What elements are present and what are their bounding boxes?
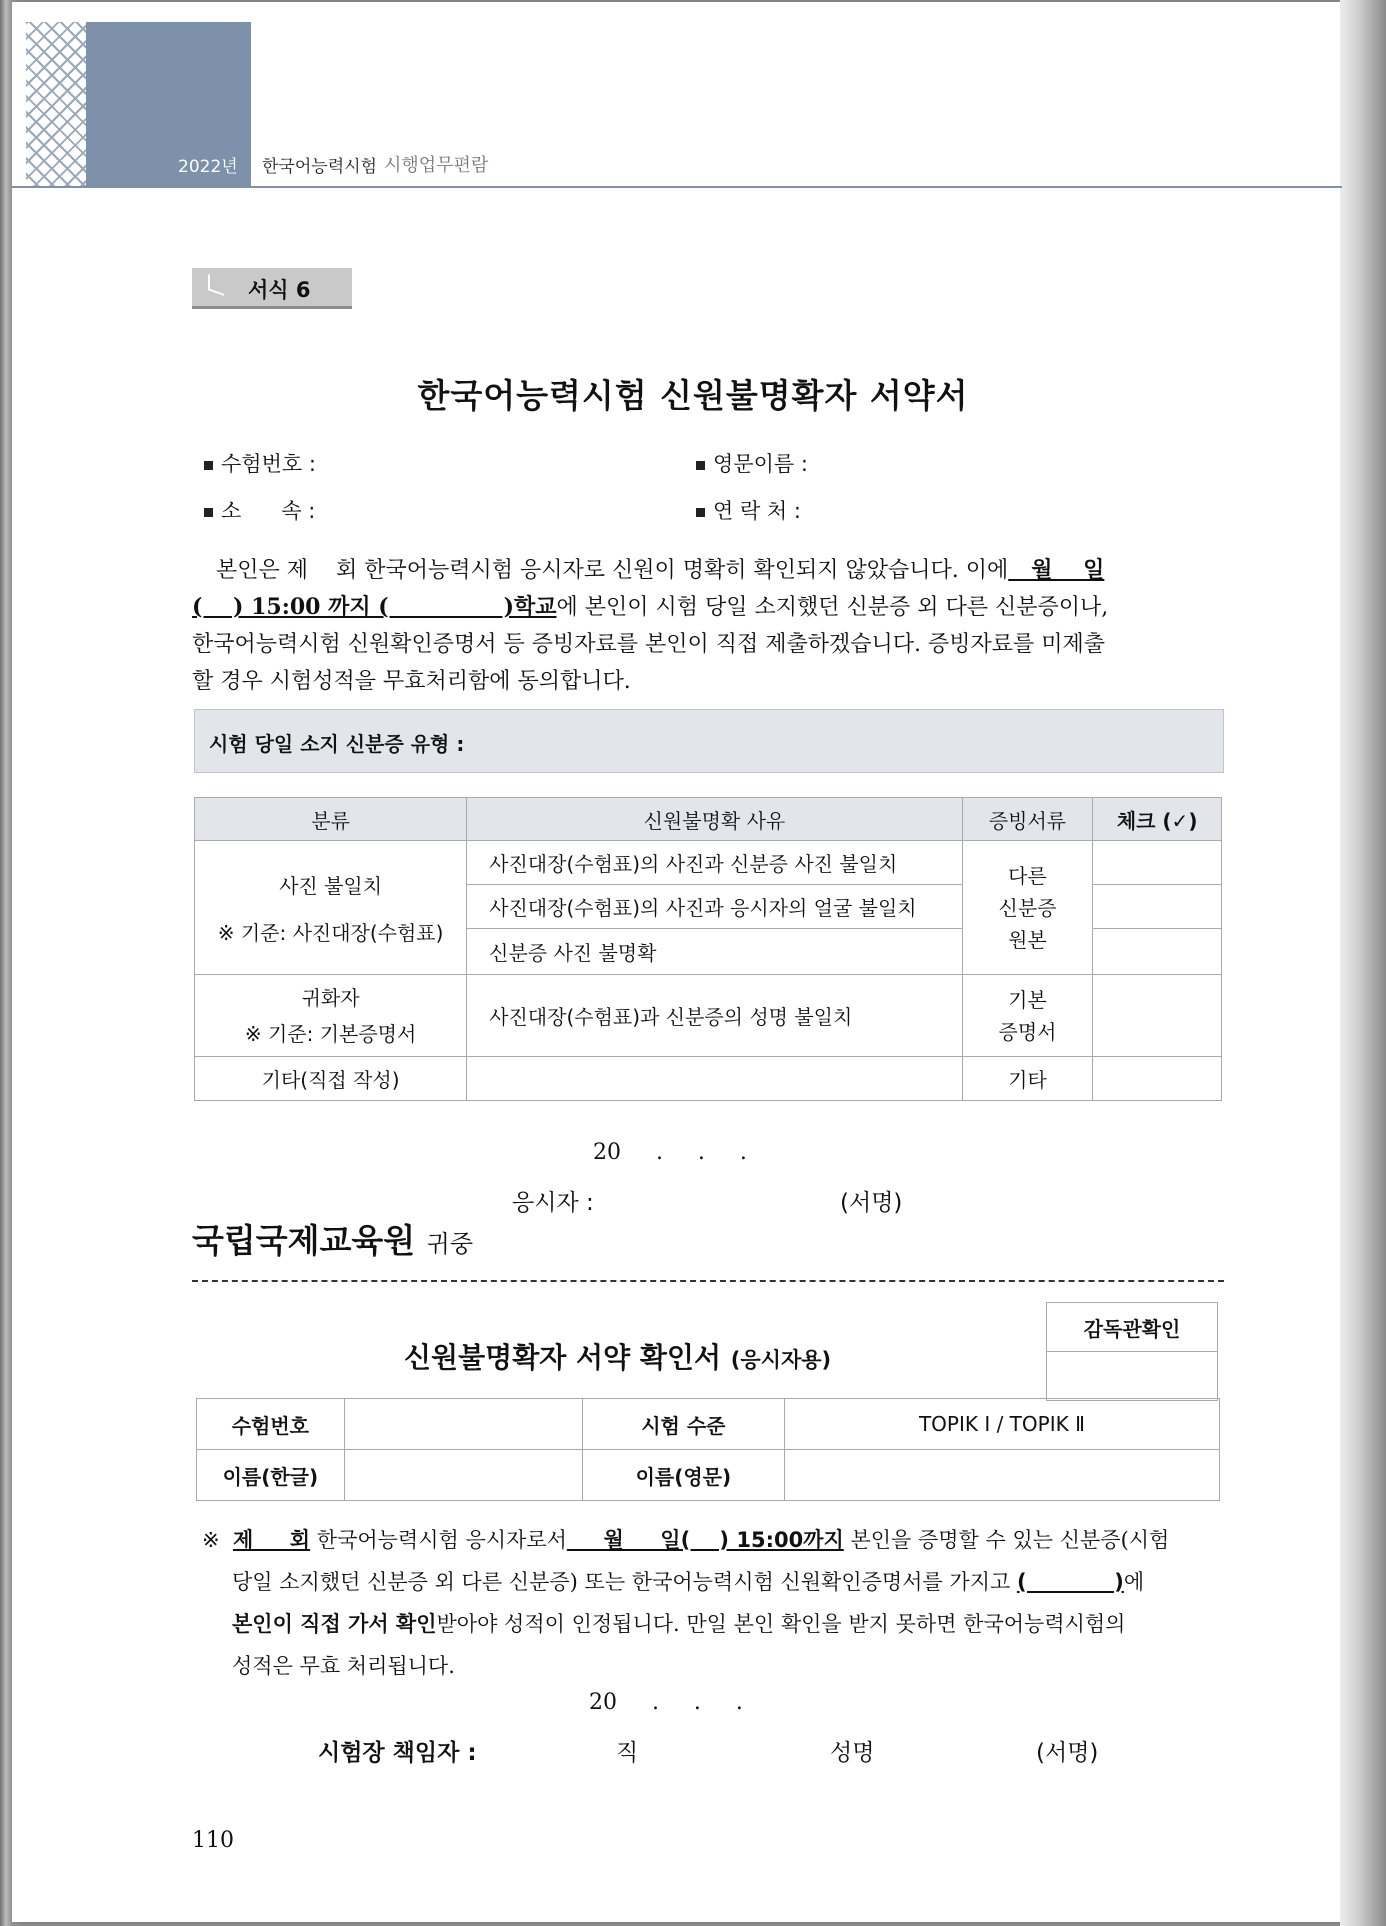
- confirm-title: [404, 1336, 831, 1376]
- notice-line-1: [202, 1520, 1224, 1560]
- naturalized-reason: 사진대장(수험표)과 신분증의 성명 불일치: [467, 975, 963, 1057]
- director-signature: (서명): [1036, 1740, 1099, 1766]
- level-header: 시험 수준: [582, 1399, 784, 1450]
- header-subtitle: 시행업무편람: [384, 155, 489, 176]
- check-cell[interactable]: [1093, 975, 1222, 1057]
- notice-text: 받아야 성적이 인정됩니다. 만일 본인 확인을 받지 못하면 한국어능력시험의: [436, 1612, 1126, 1636]
- level-value: TOPIK Ⅰ / TOPIK Ⅱ: [784, 1399, 1219, 1450]
- confirm-title-text: 신원불명확자 서약 확인서: [404, 1341, 722, 1374]
- photo-reason-1: 사진대장(수험표)의 사진과 신분증 사진 불일치: [467, 841, 963, 885]
- bullet-square-icon: [696, 461, 705, 470]
- pledge-line-1: [192, 552, 1224, 589]
- photo-category: 사진 불일치: [279, 873, 383, 898]
- applicant-label: 응시자 :: [512, 1190, 594, 1216]
- table-header-row: [195, 798, 1222, 841]
- other-reason-cell[interactable]: [467, 1057, 963, 1101]
- pledge-text: 에 본인이 시험 당일 소지했던 신분증 외 다른 신분증이나,: [556, 595, 1109, 620]
- check-cell[interactable]: [1093, 929, 1222, 975]
- table-row: [195, 975, 1222, 1057]
- deadline-date-blank: 월 일: [1008, 557, 1105, 583]
- deadline-blank: 월 일( ) 15:00까지: [566, 1528, 844, 1552]
- exam-number-label: 수험번호 :: [221, 452, 316, 476]
- pledge-text: 본인은 제 회 한국어능력시험 응시자로 신원이 명확히 확인되지 않았습니다. 이에: [216, 558, 1009, 583]
- naturalized-category: 귀화자: [301, 985, 360, 1010]
- pledge-line-2: [192, 589, 1224, 626]
- table-row: [195, 1057, 1222, 1101]
- location-blank: ( ): [1016, 1570, 1124, 1594]
- naturalized-document-cell: [962, 975, 1093, 1057]
- english-name-field: [696, 448, 808, 478]
- bullet-square-icon: [696, 508, 705, 517]
- supervisor-sign-cell[interactable]: [1047, 1352, 1218, 1401]
- notice-text: 에: [1123, 1570, 1145, 1594]
- english-name-header: 이름(영문): [582, 1450, 784, 1501]
- page-edge-shadow: [1340, 0, 1386, 1926]
- photo-doc-line: 신분증: [998, 895, 1057, 920]
- photo-document-cell: [962, 841, 1093, 975]
- deadline-school-blank: ( ) 15:00 까지 ( )학교: [192, 594, 557, 620]
- supervisor-label: 감독관확인: [1047, 1303, 1218, 1352]
- id-type-box: [194, 709, 1224, 773]
- header-rule: [12, 186, 1342, 188]
- check-cell[interactable]: [1093, 885, 1222, 929]
- id-type-label: 시험 당일 소지 신분증 유형 :: [209, 732, 465, 756]
- table-row: [195, 841, 1222, 885]
- notice-mark: ※: [202, 1528, 220, 1552]
- naturalized-doc-line: 기본: [1008, 987, 1047, 1012]
- header-reason: 신원불명확 사유: [467, 798, 963, 841]
- affiliation-label: 소 속 :: [221, 499, 316, 523]
- check-cell[interactable]: [1093, 1057, 1222, 1101]
- org-suffix: 귀중: [426, 1230, 474, 1258]
- table-row: [197, 1399, 1220, 1450]
- photo-reason-2: 사진대장(수험표)의 사진과 응시자의 얼굴 불일치: [467, 885, 963, 929]
- pledge-line-3: 한국어능력시험 신원확인증명서 등 증빙자료를 본인이 직접 제출하겠습니다. 증빙자료를 미제출: [192, 632, 1106, 657]
- header-check: 체크 (✓): [1093, 798, 1222, 841]
- notice-text: 본인을 증명할 수 있는 신분증(시험: [843, 1528, 1170, 1552]
- notice-emphasis: 본인이 직접 가서 확인: [232, 1612, 437, 1636]
- other-category: 기타(직접 작성): [195, 1057, 467, 1101]
- notice-text: 한국어능력시험 응시자로서: [310, 1528, 567, 1552]
- photo-reason-3: 신분증 사진 불명확: [467, 929, 963, 975]
- director-label: 시험장 책임자 :: [318, 1740, 477, 1766]
- other-document: 기타: [962, 1057, 1093, 1101]
- english-name-label: 영문이름 :: [713, 452, 808, 476]
- cut-line: [192, 1280, 1224, 1282]
- english-name-value[interactable]: [784, 1450, 1219, 1501]
- photo-doc-line: 다른: [1008, 863, 1047, 888]
- photo-criteria: ※ 기준: 사진대장(수험표): [217, 920, 444, 945]
- pledge-line-4: 할 경우 시험성적을 무효처리함에 동의합니다.: [192, 669, 631, 694]
- table-row: [197, 1450, 1220, 1501]
- form-number-tag: [192, 268, 352, 309]
- reason-table: [194, 797, 1222, 1101]
- affiliation-field: [204, 495, 315, 525]
- notice-line-2: [202, 1562, 1224, 1602]
- photo-category-cell: [195, 841, 467, 975]
- notice-text: 당일 소지했던 신분증 외 다른 신분증) 또는 한국어능력시험 신원확인증명서를 가지고: [232, 1570, 1017, 1594]
- page-number: 110: [192, 1828, 234, 1853]
- bullet-square-icon: [204, 508, 213, 517]
- header-document: 증빙서류: [962, 798, 1093, 841]
- photo-doc-line: 원본: [1008, 927, 1047, 952]
- exam-number-field: [204, 448, 316, 478]
- contact-field: [696, 495, 801, 525]
- confirm-date: 20 . . .: [589, 1690, 743, 1715]
- naturalized-category-cell: [195, 975, 467, 1057]
- book-spine: [0, 0, 12, 1926]
- tag-arrow-icon: [208, 274, 224, 296]
- position-label: 직: [616, 1740, 639, 1766]
- form-number-label: 서식 6: [248, 278, 311, 302]
- header-title: 한국어능력시험: [262, 157, 377, 177]
- name-label: 성명: [830, 1740, 875, 1766]
- exam-number-value[interactable]: [344, 1399, 582, 1450]
- check-cell[interactable]: [1093, 841, 1222, 885]
- exam-number-header: 수험번호: [197, 1399, 345, 1450]
- document-title: 한국어능력시험 신원불명확자 서약서: [417, 376, 969, 415]
- notice-line-3: [202, 1604, 1224, 1644]
- header-category: 분류: [195, 798, 467, 841]
- recipient-org: [192, 1215, 473, 1262]
- naturalized-doc-line: 증명서: [998, 1019, 1057, 1044]
- naturalized-criteria: ※ 기준: 기본증명서: [244, 1021, 417, 1046]
- org-name: 국립국제교육원: [192, 1221, 416, 1260]
- round-blank: 제 회: [232, 1528, 311, 1552]
- korean-name-header: 이름(한글): [197, 1450, 345, 1501]
- confirm-table: [196, 1398, 1220, 1501]
- supervisor-box: [1046, 1302, 1218, 1401]
- contact-label: 연 락 처 :: [713, 499, 801, 523]
- confirm-title-suffix: (응시자용): [730, 1348, 832, 1372]
- korean-name-value[interactable]: [344, 1450, 582, 1501]
- header-year: 2022년: [178, 157, 238, 177]
- notice-line-4: 성적은 무효 처리됩니다.: [232, 1654, 455, 1678]
- bullet-square-icon: [204, 461, 213, 470]
- pledge-date: 20 . . .: [593, 1140, 747, 1165]
- applicant-signature: (서명): [840, 1190, 903, 1216]
